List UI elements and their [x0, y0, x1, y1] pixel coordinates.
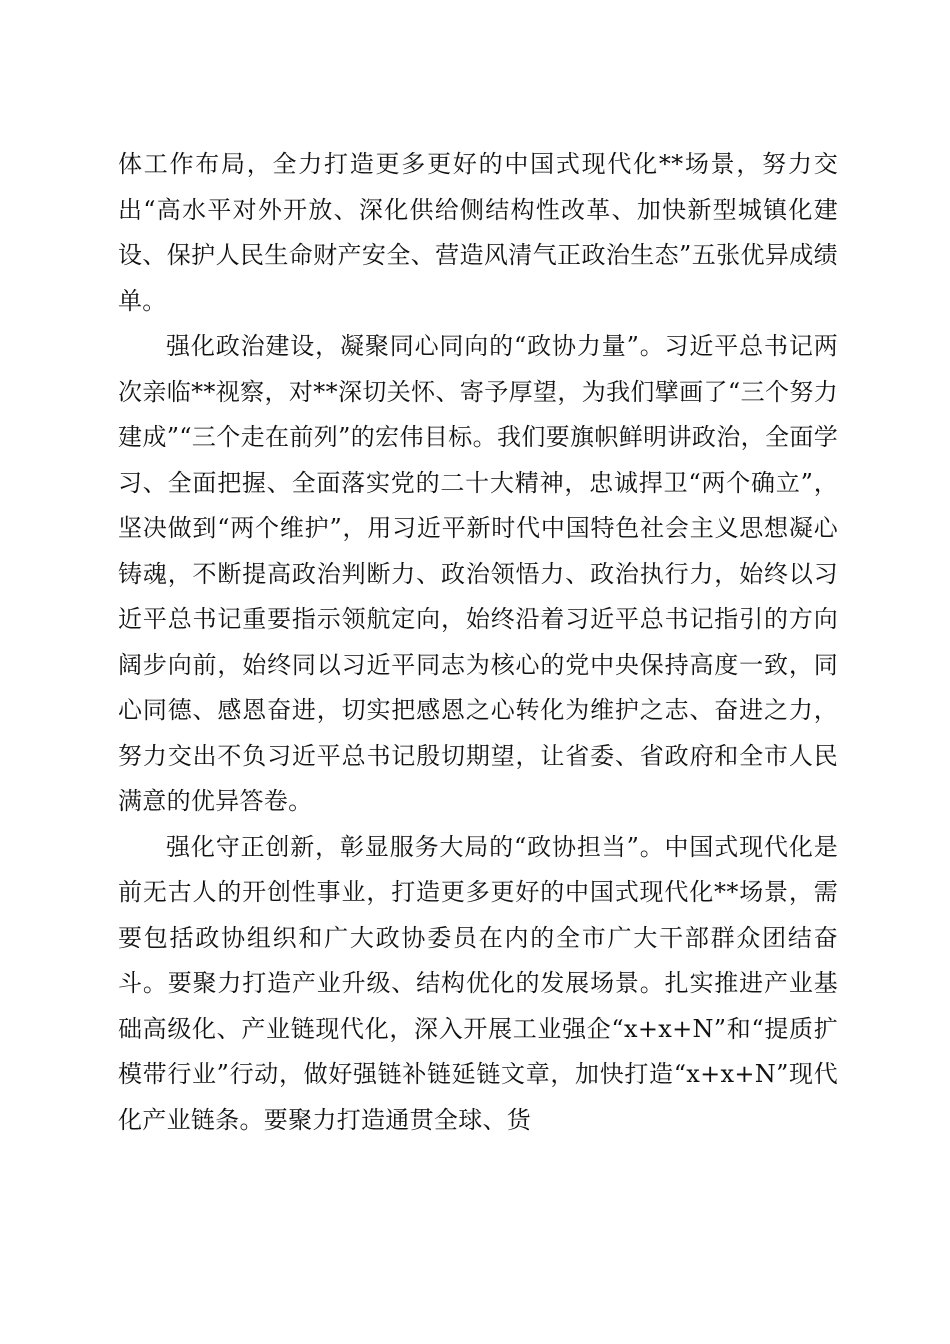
paragraph-innovation: 强化守正创新，彰显服务大局的“政协担当”。中国式现代化是前无古人的开创性事业，打造更多更好的中国式现代化**场景，需要包括政协组织和广大政协委员在内的全市广大干部群众团结奋斗。要聚力打造产业升级、结构优化的发展场景。扎实推进产业基础高级化、产业链现代化，深入开展工业强企“x+x+N”和“提质扩模带行业”行动，做好强链补链延链文章，加快打造“x+x+N”现代化产业链条。要聚力打造通贯全球、货 — [118, 832, 838, 1134]
paragraph-political-building: 强化政治建设，凝聚同心同向的“政协力量”。习近平总书记两次亲临**视察，对**深切关怀、寄予厚望，为我们擘画了“三个努力建成”“三个走在前列”的宏伟目标。我们要旗帜鲜明讲政治，全面学习、全面把握、全面落实党的二十大精神，忠诚捍卫“两个确立”，坚决做到“两个维护”，用习近平新时代中国特色社会主义思想凝心铸魂，不断提高政治判断力、政治领悟力、政治执行力，始终以习近平总书记重要指示领航定向，始终沿着习近平总书记指引的方向阔步向前，始终同以习近平同志为核心的党中央保持高度一致，同心同德、感恩奋进，切实把感恩之心转化为维护之志、奋进之力，努力交出不负习近平总书记殷切期望，让省委、省政府和全市人民满意的优异答卷。 — [118, 332, 838, 815]
paragraph-continuation: 体工作布局，全力打造更多更好的中国式现代化**场景，努力交出“高水平对外开放、深化供给侧结构性改革、加快新型城镇化建设、保护人民生命财产安全、营造风清气正政治生态”五张优异成绩单。 — [118, 150, 838, 315]
document-page — [118, 142, 838, 1143]
